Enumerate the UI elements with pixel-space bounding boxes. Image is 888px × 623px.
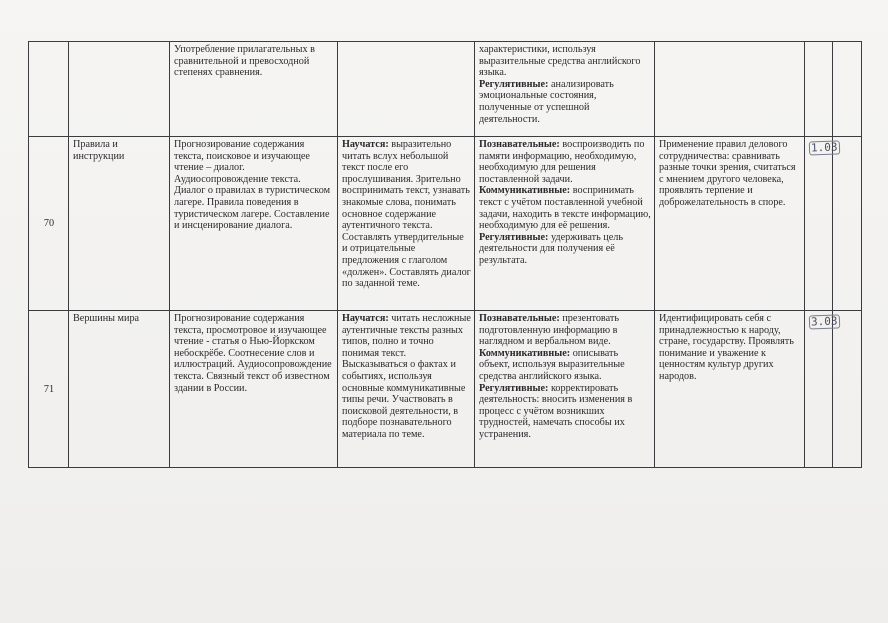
topic-cell <box>69 311 170 468</box>
uud-text: анализировать эмоциональные состояния, полученные от успешной деятельности. <box>479 78 614 125</box>
uud-entry <box>479 44 651 79</box>
content-text: Прогнозирование содержания текста, просмотровое и изучающее чтение - статья о Нью-Йоркском небоскрёбе. Соотнесение слов и иллюстраций. Аудиосопровождение текста. Связный текст об известном здании в России. <box>174 313 332 394</box>
activities-label: Научатся: <box>342 313 389 324</box>
activities-cell <box>338 311 475 468</box>
uud-label: Познавательные: <box>479 139 560 150</box>
lesson-plan-table <box>28 41 862 468</box>
plan-date-cell <box>805 137 838 311</box>
uud-label: Коммуникативные: <box>479 347 571 359</box>
activities-cell <box>338 137 475 311</box>
lesson-number: 70 <box>43 218 55 230</box>
uud-text: удерживать цель деятельности для получения её результата. <box>479 231 623 266</box>
topic-cell <box>69 137 170 311</box>
lesson-number: 71 <box>43 383 55 395</box>
uud-entry <box>479 383 651 441</box>
uud-text: воспроизводить по памяти информацию, необходимую, необходимую для решения поставленной задачи. <box>479 139 645 185</box>
uud-entry <box>479 79 651 125</box>
uud-label: Регулятивные: <box>479 231 549 243</box>
personal-results-cell <box>655 311 805 468</box>
topic-text: Вершины мира <box>73 313 140 324</box>
topic-text: Правила и инструкции <box>73 139 125 162</box>
uud-cell <box>475 311 655 468</box>
activities-text: выразительно читать вслух небольшой текст после его прослушивания. Зрительно воспринимать текст, узнавать знакомые слова, понимать основное содержание аутентичного текста. Составлять утвердительные и отрицательные предложения с глаголом «должен». Составлять диалог по заданной теме. <box>342 139 471 290</box>
content-cell <box>170 42 338 137</box>
uud-cell <box>475 137 655 311</box>
table-row <box>29 311 862 468</box>
lesson-number-cell <box>29 42 69 137</box>
uud-label: Коммуникативные: <box>479 185 571 197</box>
activities-label: Научатся: <box>342 139 389 150</box>
plan-date-cell <box>805 311 838 468</box>
uud-label: Регулятивные: <box>479 382 549 394</box>
uud-text: описывать объект, используя выразительные средства английского языка. <box>479 347 625 382</box>
uud-entry <box>479 313 651 348</box>
fact-date-cell <box>833 42 862 137</box>
table-row <box>29 42 862 137</box>
uud-label: Познавательные: <box>479 313 560 324</box>
personal-results-cell <box>655 137 805 311</box>
activities-text: читать несложные аутентичные тексты разных типов, полно и точно понимая текст. Высказываться о фактах и событиях, используя основные коммуникативные типы речи. Участвовать в поисковой деятельности, в подборе познавательного материала по теме. <box>342 313 471 440</box>
lesson-number-cell <box>29 311 69 468</box>
personal-results-text: Идентифицировать себя с принадлежностью к народу, стране, государству. Проявлять понимание и уважение к ценностям культур других народов. <box>659 313 794 382</box>
handwritten-date: 3.03 <box>809 314 840 329</box>
content-cell <box>170 137 338 311</box>
uud-entry <box>479 185 651 231</box>
personal-results-text: Применение правил делового сотрудничества: сравнивать разные точки зрения, считаться с мнением другого человека, проявлять терпение и доброжелательность в споре. <box>659 139 796 208</box>
uud-entry <box>479 139 651 185</box>
uud-text: характеристики, используя выразительные средства английского языка. <box>479 44 641 79</box>
content-text: Употребление прилагательных в сравнительной и превосходной степенях сравнения. <box>174 44 315 79</box>
uud-cell <box>475 42 655 137</box>
lesson-number-cell <box>29 137 69 311</box>
personal-results-cell <box>655 42 805 137</box>
activities-cell <box>338 42 475 137</box>
table-row <box>29 137 862 311</box>
uud-label: Регулятивные: <box>479 78 549 90</box>
topic-cell <box>69 42 170 137</box>
uud-text: корректировать деятельность: вносить изменения в процесс с учётом возникших трудностей, намечать способы их устранения. <box>479 382 633 440</box>
uud-entry <box>479 232 651 267</box>
content-text: Прогнозирование содержания текста, поисковое и изучающее чтение – диалог. Аудиосопровождение текста. Диалог о правилах в туристическом лагере. Правила поведения в туристическом лагере. Составление и инсценирование диалога. <box>174 139 331 232</box>
uud-entry <box>479 348 651 383</box>
plan-date-cell <box>805 42 833 137</box>
fact-date-cell <box>833 311 862 468</box>
handwritten-date: 1.03 <box>809 140 840 155</box>
fact-date-cell <box>833 137 862 311</box>
uud-text: воспринимать текст с учётом поставленной учебной задачи, находить в тексте информацию, необходимую для её решения. <box>479 185 651 232</box>
content-cell <box>170 311 338 468</box>
uud-text: презентовать подготовленную информацию в наглядном и вербальном виде. <box>479 313 619 348</box>
